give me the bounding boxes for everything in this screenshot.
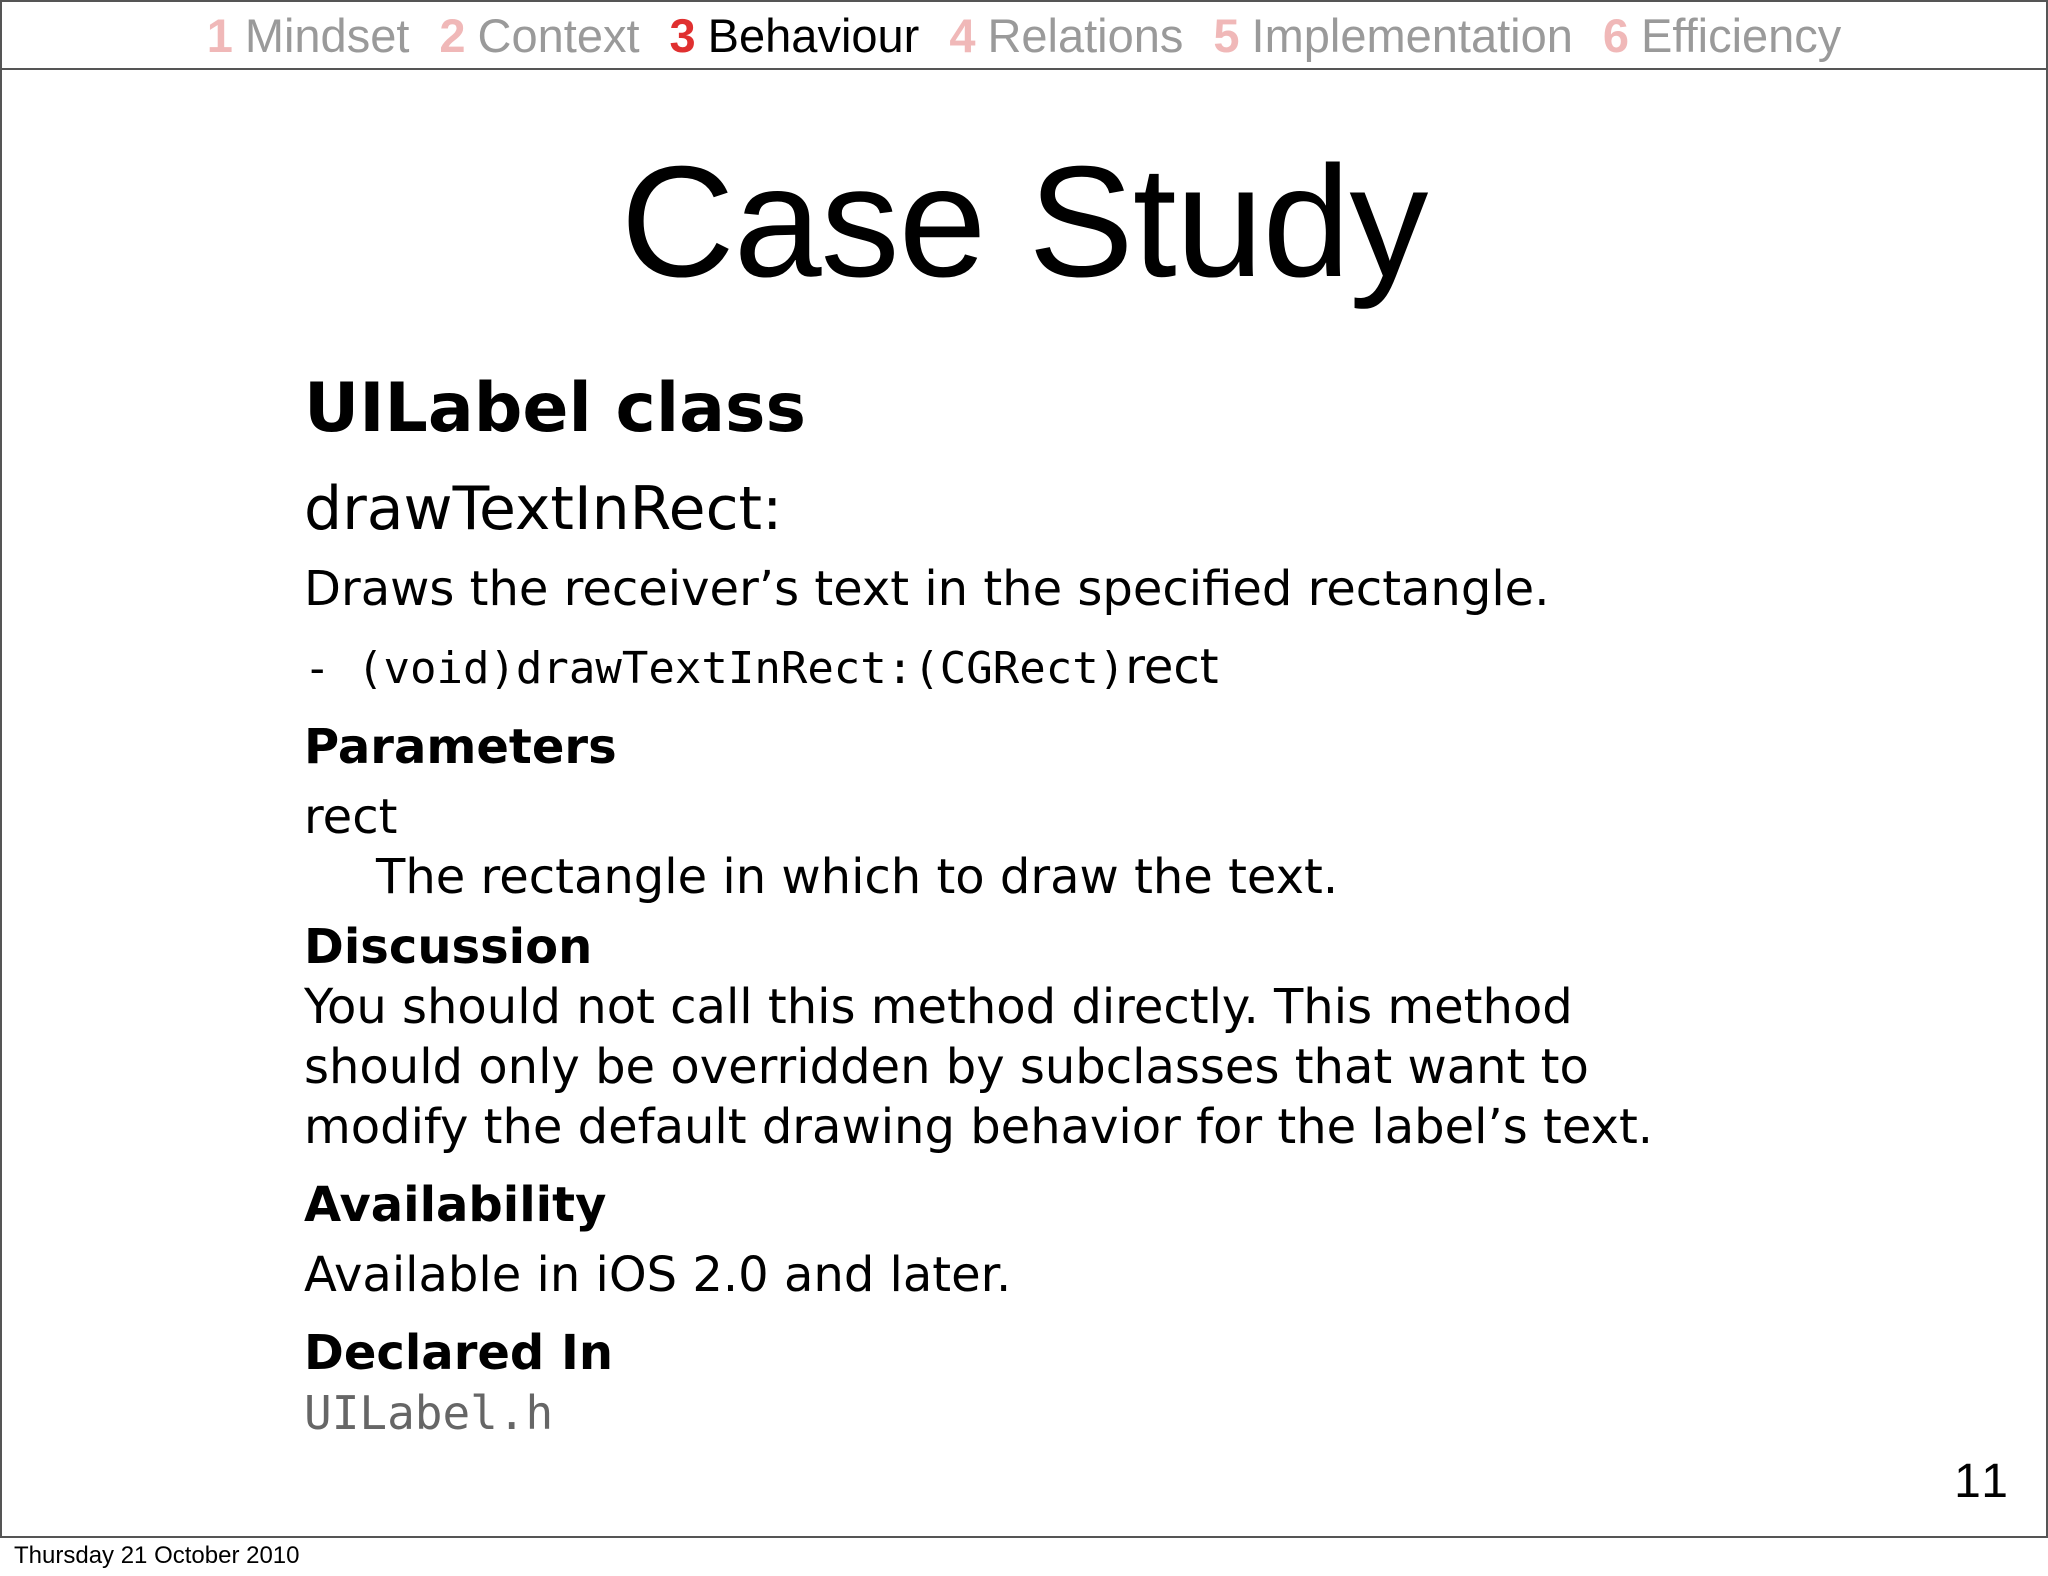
nav-item-number: 6 bbox=[1602, 8, 1630, 62]
availability-heading: Availability bbox=[304, 1177, 607, 1233]
method-name: drawTextInRect: bbox=[304, 474, 783, 544]
section-nav-bar bbox=[2, 2, 2046, 70]
availability-text: Available in iOS 2.0 and later. bbox=[304, 1247, 1012, 1303]
nav-item-number: 1 bbox=[206, 8, 233, 62]
nav-item-context[interactable] bbox=[439, 8, 639, 63]
footer-date: Thursday 21 October 2010 bbox=[14, 1542, 300, 1569]
signature-param: rect bbox=[1125, 639, 1219, 695]
nav-item-behaviour[interactable] bbox=[670, 8, 920, 63]
nav-item-label: Implementation bbox=[1251, 8, 1573, 62]
discussion-line: modify the default drawing behavior for the label’s text. bbox=[304, 1099, 1654, 1155]
nav-item-implementation[interactable] bbox=[1213, 8, 1572, 63]
nav-item-number: 2 bbox=[439, 8, 466, 62]
nav-item-relations[interactable] bbox=[949, 8, 1183, 63]
slide-title: Case Study bbox=[620, 134, 1428, 310]
method-summary: Draws the receiver’s text in the specified rectangle. bbox=[304, 561, 1550, 617]
nav-item-label: Efficiency bbox=[1641, 8, 1842, 62]
parameter-description: The rectangle in which to draw the text. bbox=[376, 849, 1339, 905]
nav-item-number: 5 bbox=[1213, 8, 1240, 62]
nav-item-number: 3 bbox=[669, 8, 696, 62]
parameters-heading: Parameters bbox=[304, 719, 617, 775]
signature-code: - (void)drawTextInRect:(CGRect) bbox=[304, 643, 1126, 694]
discussion-line: should only be overridden by subclasses that want to bbox=[304, 1039, 1589, 1095]
nav-item-label: Relations bbox=[987, 8, 1184, 62]
nav-item-mindset[interactable] bbox=[207, 8, 410, 63]
slide-content bbox=[304, 367, 1904, 1443]
nav-item-label: Behaviour bbox=[707, 8, 920, 62]
discussion-heading: Discussion bbox=[304, 919, 593, 975]
page-number: 11 bbox=[1954, 1455, 2012, 1508]
declared-in-heading: Declared In bbox=[304, 1325, 614, 1381]
discussion-line: You should not call this method directly. This method bbox=[304, 979, 1573, 1035]
parameter-name: rect bbox=[304, 789, 398, 845]
class-heading: UILabel class bbox=[304, 369, 806, 448]
method-signature bbox=[304, 637, 1904, 699]
nav-item-efficiency[interactable] bbox=[1603, 8, 1841, 63]
nav-item-label: Mindset bbox=[244, 8, 410, 62]
declared-in-file: UILabel.h bbox=[304, 1386, 554, 1440]
nav-item-number: 4 bbox=[949, 8, 976, 62]
nav-item-label: Context bbox=[477, 8, 640, 62]
